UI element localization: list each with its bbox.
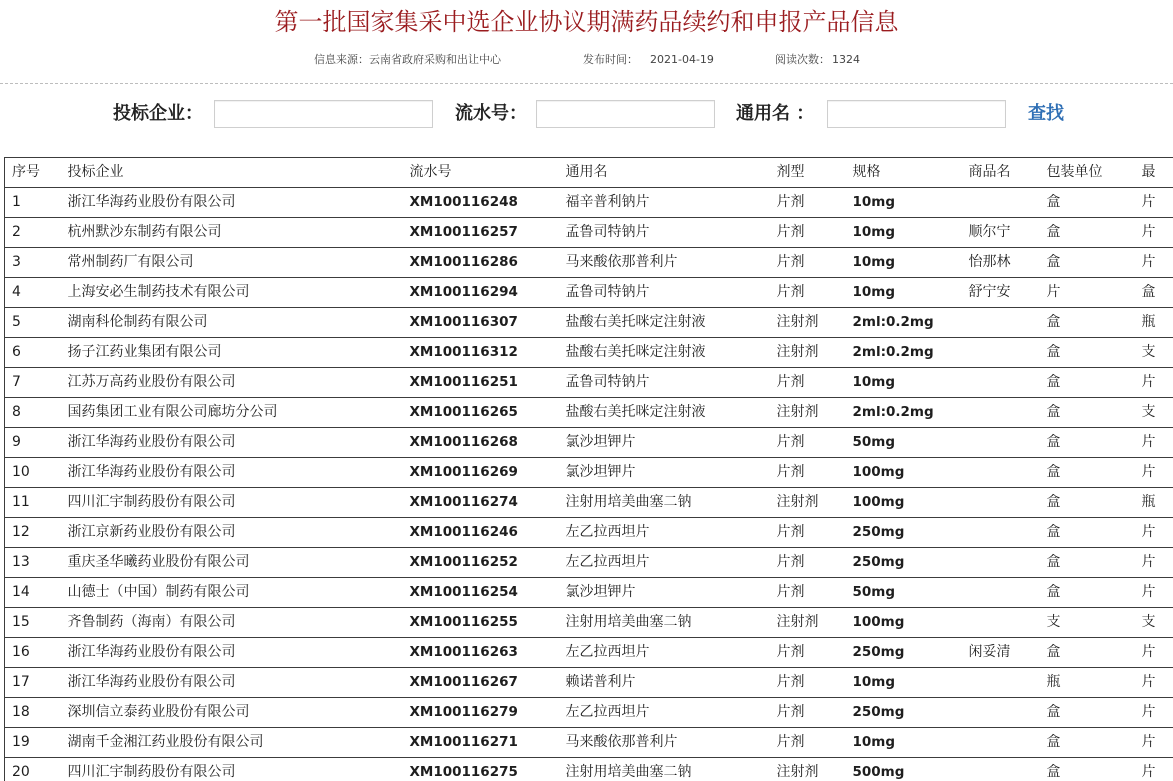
- table-row: [5, 248, 1173, 278]
- cell-company: 浙江华海药业股份有限公司: [61, 458, 403, 488]
- cell-generic: 盐酸右美托咪定注射液: [559, 338, 770, 368]
- cell-spec: 10mg: [846, 248, 962, 278]
- cell-brand: [962, 548, 1040, 578]
- cell-serial: XM100116246: [403, 518, 559, 548]
- cell-company: 浙江华海药业股份有限公司: [61, 638, 403, 668]
- cell-form: 片剂: [770, 188, 846, 218]
- cell-seq: 12: [5, 518, 61, 548]
- cell-truncated: 片: [1135, 218, 1173, 248]
- cell-truncated: 盒: [1135, 278, 1173, 308]
- cell-brand: [962, 308, 1040, 338]
- search-button[interactable]: 查找: [1028, 103, 1064, 124]
- cell-serial: XM100116269: [403, 458, 559, 488]
- meta-views-label: 阅读次数：: [775, 53, 830, 66]
- results-table-wrapper: [0, 157, 1173, 781]
- cell-company: 浙江华海药业股份有限公司: [61, 428, 403, 458]
- generic-name-input[interactable]: [827, 100, 1006, 128]
- cell-seq: 16: [5, 638, 61, 668]
- cell-pack-unit: 盒: [1040, 758, 1135, 781]
- cell-form: 片剂: [770, 368, 846, 398]
- cell-generic: 氯沙坦钾片: [559, 458, 770, 488]
- cell-pack-unit: 盒: [1040, 428, 1135, 458]
- table-row: [5, 188, 1173, 218]
- cell-form: 注射剂: [770, 308, 846, 338]
- cell-brand: [962, 188, 1040, 218]
- cell-serial: XM100116257: [403, 218, 559, 248]
- cell-company: 四川汇宇制药股份有限公司: [61, 488, 403, 518]
- cell-truncated: 片: [1135, 758, 1173, 781]
- cell-brand: [962, 458, 1040, 488]
- table-row: [5, 548, 1173, 578]
- table-row: [5, 338, 1173, 368]
- company-label: 投标企业：: [113, 103, 203, 124]
- table-row: [5, 638, 1173, 668]
- meta-date: [583, 53, 714, 67]
- cell-spec: 250mg: [846, 548, 962, 578]
- cell-truncated: 片: [1135, 428, 1173, 458]
- cell-generic: 孟鲁司特钠片: [559, 218, 770, 248]
- cell-company: 浙江华海药业股份有限公司: [61, 188, 403, 218]
- table-row: [5, 398, 1173, 428]
- cell-serial: XM100116248: [403, 188, 559, 218]
- cell-company: 浙江华海药业股份有限公司: [61, 668, 403, 698]
- cell-company: 重庆圣华曦药业股份有限公司: [61, 548, 403, 578]
- table-row: [5, 488, 1173, 518]
- cell-pack-unit: 盒: [1040, 728, 1135, 758]
- cell-form: 注射剂: [770, 758, 846, 781]
- cell-serial: XM100116255: [403, 608, 559, 638]
- cell-pack-unit: 盒: [1040, 578, 1135, 608]
- cell-generic: 赖诺普利片: [559, 668, 770, 698]
- cell-company: 齐鲁制药（海南）有限公司: [61, 608, 403, 638]
- serial-label: 流水号：: [455, 103, 527, 124]
- cell-serial: XM100116267: [403, 668, 559, 698]
- table-row: [5, 218, 1173, 248]
- meta-date-value: 2021-04-19: [650, 53, 714, 66]
- cell-spec: 2ml:0.2mg: [846, 308, 962, 338]
- meta-source: [314, 53, 501, 67]
- cell-form: 注射剂: [770, 338, 846, 368]
- cell-brand: 闲妥清: [962, 638, 1040, 668]
- cell-serial: XM100116274: [403, 488, 559, 518]
- cell-seq: 10: [5, 458, 61, 488]
- cell-seq: 20: [5, 758, 61, 781]
- meta-source-value: 云南省政府采购和出让中心: [369, 53, 501, 66]
- cell-company: 上海安必生制药技术有限公司: [61, 278, 403, 308]
- cell-seq: 1: [5, 188, 61, 218]
- cell-generic: 马来酸依那普利片: [559, 728, 770, 758]
- cell-truncated: 片: [1135, 668, 1173, 698]
- cell-company: 深圳信立泰药业股份有限公司: [61, 698, 403, 728]
- cell-pack-unit: 盒: [1040, 368, 1135, 398]
- cell-pack-unit: 盒: [1040, 338, 1135, 368]
- cell-serial: XM100116254: [403, 578, 559, 608]
- cell-truncated: 片: [1135, 638, 1173, 668]
- cell-company: 常州制药厂有限公司: [61, 248, 403, 278]
- table-row: [5, 308, 1173, 338]
- header-brand: 商品名: [962, 158, 1040, 188]
- cell-truncated: 瓶: [1135, 488, 1173, 518]
- table-row: [5, 758, 1173, 781]
- cell-spec: 100mg: [846, 458, 962, 488]
- cell-form: 片剂: [770, 578, 846, 608]
- page-title: 第一批国家集采中选企业协议期满药品续约和申报产品信息: [274, 8, 899, 36]
- cell-company: 国药集团工业有限公司廊坊分公司: [61, 398, 403, 428]
- cell-pack-unit: 盒: [1040, 308, 1135, 338]
- cell-generic: 孟鲁司特钠片: [559, 278, 770, 308]
- cell-brand: [962, 428, 1040, 458]
- cell-truncated: 片: [1135, 458, 1173, 488]
- header-generic: 通用名: [559, 158, 770, 188]
- cell-truncated: 支: [1135, 608, 1173, 638]
- meta-source-label: 信息来源：: [314, 53, 369, 66]
- cell-generic: 左乙拉西坦片: [559, 698, 770, 728]
- cell-seq: 8: [5, 398, 61, 428]
- cell-spec: 250mg: [846, 638, 962, 668]
- header-truncated: 最: [1135, 158, 1173, 188]
- cell-generic: 孟鲁司特钠片: [559, 368, 770, 398]
- cell-form: 片剂: [770, 278, 846, 308]
- cell-seq: 18: [5, 698, 61, 728]
- cell-truncated: 片: [1135, 368, 1173, 398]
- meta-date-label: 发布时间：: [583, 53, 638, 66]
- cell-seq: 14: [5, 578, 61, 608]
- cell-spec: 250mg: [846, 698, 962, 728]
- table-row: [5, 578, 1173, 608]
- cell-seq: 13: [5, 548, 61, 578]
- cell-truncated: 支: [1135, 398, 1173, 428]
- header-seq: 序号: [5, 158, 61, 188]
- cell-seq: 17: [5, 668, 61, 698]
- cell-spec: 100mg: [846, 488, 962, 518]
- cell-form: 片剂: [770, 518, 846, 548]
- cell-seq: 9: [5, 428, 61, 458]
- cell-spec: 10mg: [846, 728, 962, 758]
- cell-pack-unit: 瓶: [1040, 668, 1135, 698]
- cell-spec: 500mg: [846, 758, 962, 781]
- cell-form: 片剂: [770, 638, 846, 668]
- cell-seq: 2: [5, 218, 61, 248]
- cell-serial: XM100116279: [403, 698, 559, 728]
- cell-brand: [962, 698, 1040, 728]
- table-row: [5, 728, 1173, 758]
- results-table: [4, 157, 1173, 781]
- cell-generic: 福辛普利钠片: [559, 188, 770, 218]
- cell-form: 注射剂: [770, 488, 846, 518]
- cell-pack-unit: 盒: [1040, 248, 1135, 278]
- cell-generic: 注射用培美曲塞二钠: [559, 758, 770, 781]
- cell-form: 片剂: [770, 668, 846, 698]
- cell-form: 注射剂: [770, 608, 846, 638]
- cell-form: 注射剂: [770, 398, 846, 428]
- cell-brand: [962, 578, 1040, 608]
- meta-views-value: 1324: [832, 53, 860, 66]
- cell-serial: XM100116312: [403, 338, 559, 368]
- header-pack-unit: 包装单位: [1040, 158, 1135, 188]
- table-row: [5, 278, 1173, 308]
- cell-brand: 怡那林: [962, 248, 1040, 278]
- cell-truncated: 片: [1135, 248, 1173, 278]
- cell-company: 杭州默沙东制药有限公司: [61, 218, 403, 248]
- cell-pack-unit: 盒: [1040, 698, 1135, 728]
- cell-truncated: 片: [1135, 188, 1173, 218]
- cell-form: 片剂: [770, 218, 846, 248]
- generic-name-label: 通用名 ：: [736, 103, 815, 124]
- table-row: [5, 428, 1173, 458]
- cell-seq: 15: [5, 608, 61, 638]
- cell-spec: 10mg: [846, 218, 962, 248]
- header-form: 剂型: [770, 158, 846, 188]
- cell-truncated: 片: [1135, 518, 1173, 548]
- table-row: [5, 608, 1173, 638]
- cell-spec: 10mg: [846, 188, 962, 218]
- cell-form: 片剂: [770, 248, 846, 278]
- cell-pack-unit: 盒: [1040, 638, 1135, 668]
- header-company: 投标企业: [61, 158, 403, 188]
- cell-spec: 2ml:0.2mg: [846, 338, 962, 368]
- cell-brand: [962, 488, 1040, 518]
- company-input[interactable]: [214, 100, 433, 128]
- cell-generic: 马来酸依那普利片: [559, 248, 770, 278]
- cell-company: 湖南科伦制药有限公司: [61, 308, 403, 338]
- meta-views: [775, 53, 860, 67]
- cell-serial: XM100116251: [403, 368, 559, 398]
- cell-serial: XM100116271: [403, 728, 559, 758]
- cell-spec: 2ml:0.2mg: [846, 398, 962, 428]
- cell-spec: 50mg: [846, 578, 962, 608]
- cell-form: 片剂: [770, 458, 846, 488]
- cell-generic: 左乙拉西坦片: [559, 638, 770, 668]
- cell-generic: 注射用培美曲塞二钠: [559, 608, 770, 638]
- table-body: [5, 188, 1173, 781]
- cell-seq: 5: [5, 308, 61, 338]
- cell-generic: 盐酸右美托咪定注射液: [559, 398, 770, 428]
- header-serial: 流水号: [403, 158, 559, 188]
- table-row: [5, 458, 1173, 488]
- cell-pack-unit: 盒: [1040, 488, 1135, 518]
- cell-serial: XM100116307: [403, 308, 559, 338]
- cell-seq: 7: [5, 368, 61, 398]
- cell-serial: XM100116263: [403, 638, 559, 668]
- cell-truncated: 支: [1135, 338, 1173, 368]
- cell-brand: [962, 608, 1040, 638]
- cell-seq: 3: [5, 248, 61, 278]
- cell-truncated: 片: [1135, 728, 1173, 758]
- cell-form: 片剂: [770, 698, 846, 728]
- cell-seq: 19: [5, 728, 61, 758]
- cell-seq: 11: [5, 488, 61, 518]
- table-header-row: [5, 158, 1173, 188]
- cell-brand: [962, 728, 1040, 758]
- divider: [0, 83, 1173, 84]
- cell-brand: [962, 668, 1040, 698]
- cell-form: 片剂: [770, 548, 846, 578]
- cell-generic: 左乙拉西坦片: [559, 548, 770, 578]
- cell-brand: [962, 338, 1040, 368]
- cell-serial: XM100116275: [403, 758, 559, 781]
- header-spec: 规格: [846, 158, 962, 188]
- serial-input[interactable]: [536, 100, 715, 128]
- cell-serial: XM100116268: [403, 428, 559, 458]
- cell-form: 片剂: [770, 728, 846, 758]
- cell-pack-unit: 盒: [1040, 458, 1135, 488]
- cell-generic: 氯沙坦钾片: [559, 578, 770, 608]
- cell-spec: 10mg: [846, 368, 962, 398]
- cell-seq: 4: [5, 278, 61, 308]
- cell-pack-unit: 盒: [1040, 218, 1135, 248]
- table-row: [5, 518, 1173, 548]
- cell-spec: 100mg: [846, 608, 962, 638]
- cell-pack-unit: 片: [1040, 278, 1135, 308]
- cell-company: 山德士（中国）制药有限公司: [61, 578, 403, 608]
- cell-company: 浙江京新药业股份有限公司: [61, 518, 403, 548]
- cell-company: 扬子江药业集团有限公司: [61, 338, 403, 368]
- cell-brand: [962, 518, 1040, 548]
- cell-pack-unit: 盒: [1040, 188, 1135, 218]
- cell-form: 片剂: [770, 428, 846, 458]
- table-row: [5, 668, 1173, 698]
- cell-truncated: 片: [1135, 578, 1173, 608]
- cell-truncated: 片: [1135, 548, 1173, 578]
- table-row: [5, 368, 1173, 398]
- cell-pack-unit: 盒: [1040, 548, 1135, 578]
- cell-company: 江苏万高药业股份有限公司: [61, 368, 403, 398]
- table-row: [5, 698, 1173, 728]
- cell-generic: 注射用培美曲塞二钠: [559, 488, 770, 518]
- cell-brand: 舒宁安: [962, 278, 1040, 308]
- cell-spec: 10mg: [846, 668, 962, 698]
- cell-seq: 6: [5, 338, 61, 368]
- cell-pack-unit: 支: [1040, 608, 1135, 638]
- cell-company: 湖南千金湘江药业股份有限公司: [61, 728, 403, 758]
- cell-truncated: 瓶: [1135, 308, 1173, 338]
- cell-company: 四川汇宇制药股份有限公司: [61, 758, 403, 781]
- cell-serial: XM100116286: [403, 248, 559, 278]
- cell-serial: XM100116252: [403, 548, 559, 578]
- cell-generic: 盐酸右美托咪定注射液: [559, 308, 770, 338]
- cell-brand: [962, 758, 1040, 781]
- cell-generic: 氯沙坦钾片: [559, 428, 770, 458]
- cell-brand: [962, 398, 1040, 428]
- cell-brand: 顺尔宁: [962, 218, 1040, 248]
- cell-brand: [962, 368, 1040, 398]
- cell-pack-unit: 盒: [1040, 398, 1135, 428]
- cell-spec: 50mg: [846, 428, 962, 458]
- cell-generic: 左乙拉西坦片: [559, 518, 770, 548]
- cell-pack-unit: 盒: [1040, 518, 1135, 548]
- cell-serial: XM100116294: [403, 278, 559, 308]
- cell-spec: 10mg: [846, 278, 962, 308]
- cell-serial: XM100116265: [403, 398, 559, 428]
- cell-truncated: 片: [1135, 698, 1173, 728]
- cell-spec: 250mg: [846, 518, 962, 548]
